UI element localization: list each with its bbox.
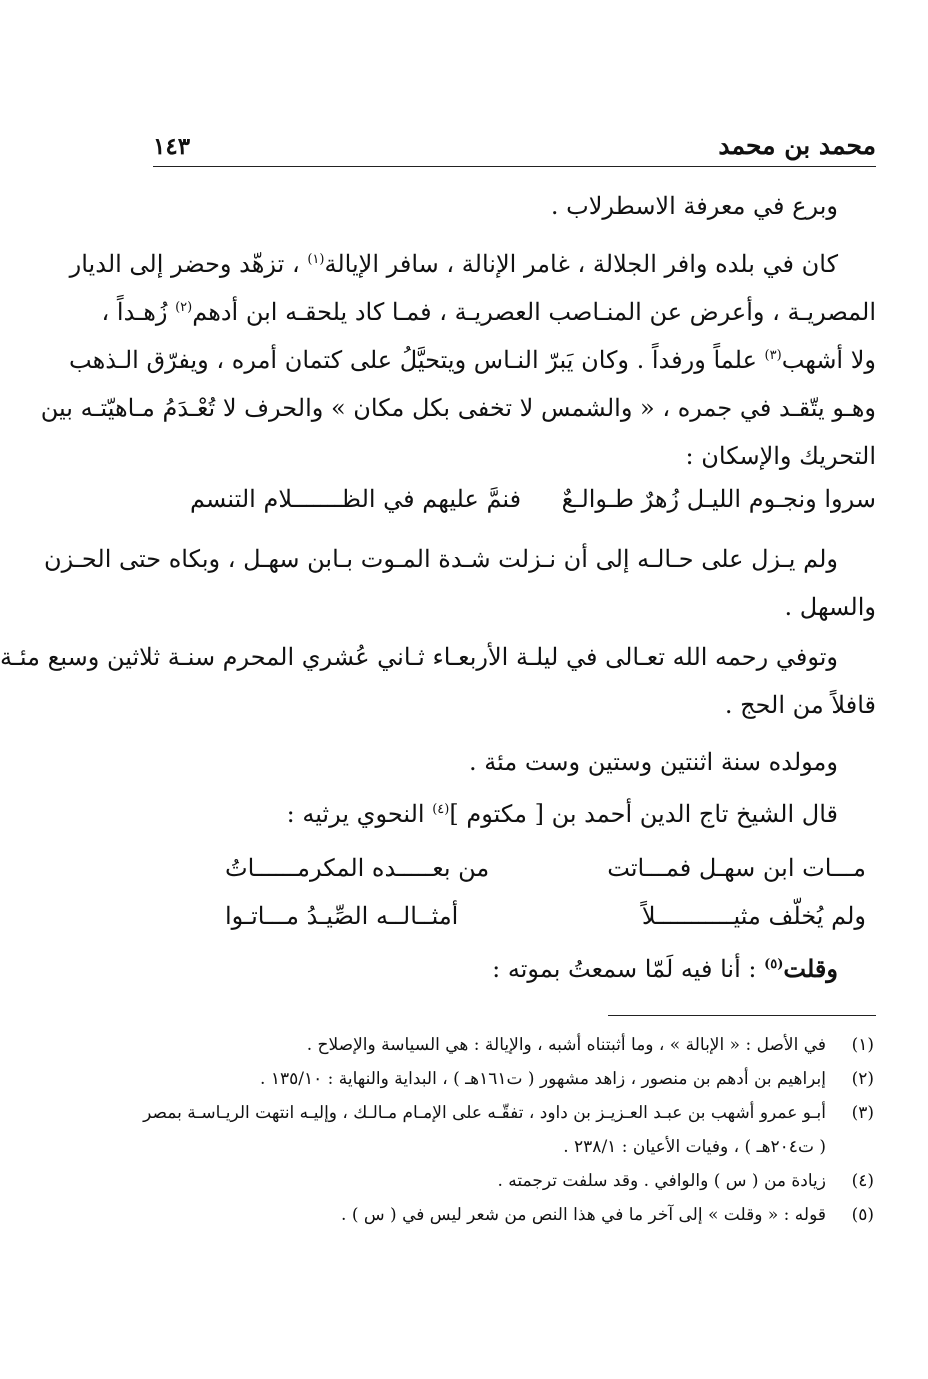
paragraph-line [101,288,876,336]
paragraph-line: وبرع في معرفة الاسطرلاب . [550,192,838,220]
paragraph-line: ولم يـزل على حـالـه إلى أن نـزلت شـدة المـوت بـابن سهـل ، وبكاه حتى الحـزن [44,545,838,573]
verse-hemistich-right: سروا ونجـوم الليـل زُهرٌ طـوالـعٌ [561,485,876,513]
paragraph-line: قافلاً من الحج . [724,691,876,719]
page-number: ١٤٣ [153,133,191,160]
footnote-number: (٤) [851,1171,874,1191]
text-run: ، تزهّد وحضر إلى الديار [69,250,308,278]
footnote-text: ( ت٢٠٤هـ ) ، وفيات الأعيان : ٢٣٨/١ . [563,1137,826,1157]
footnote-number: (٢) [851,1069,874,1089]
verse-hemistich-right: مـــات ابن سهـل فمـــاتت [607,854,866,882]
footnote-text: إبراهيم بن أدهم بن منصور ، زاهد مشهور ( ت١٦١هـ ) ، البداية والنهاية : ١٣٥/١٠ . [260,1069,826,1089]
running-head [153,124,876,167]
paragraph-line: والسهل . [784,593,876,621]
text-run: المصريـة ، وأعرض عن المنـاصب العصريـة ، فمـا كاد يلحقـه ابن أدهم [192,298,876,326]
running-title: محمد بن محمد [718,131,876,160]
footnote [153,1062,876,1096]
footnote-ref[interactable]: (٢) [175,300,193,315]
paragraph-line [69,240,876,288]
footnote-text: قوله : « وقلت » إلى آخر ما في هذا النص من شعر ليس في ( س ) . [341,1205,826,1225]
verse-hemistich-left: فنمَّ عليهم في الظـــــــلام التنسم [190,485,522,513]
footnote [143,1096,876,1130]
paragraph-line: ومولده سنة اثنتين وستين وست مئة . [469,748,838,776]
paragraph [153,945,876,993]
text-run: زُهـداً ، [101,298,176,326]
footnote-number: (٥) [851,1205,874,1225]
footnote-number: (١) [851,1035,874,1055]
text-run: قال الشيخ تاج الدين أحمد بن [ مكتوم ] [449,800,838,828]
footnote-text: في الأصل : « الإبالة » ، وما أثبتناه أشبه ، والإيالة : هي السياسة والإصلاح . [306,1035,826,1055]
verse-line [225,892,866,940]
footnote-text: زيادة من ( س ) والوافي . وقد سلفت ترجمته . [497,1171,826,1191]
footnote [153,1198,876,1232]
footnote [153,1164,876,1198]
footnote-continuation [153,1130,876,1164]
footnote-ref[interactable]: (٣) [764,348,782,363]
footnotes [143,1028,876,1232]
paragraph-line: وهـو يتّقـد في جمره ، « والشمس لا تخفى بكل مكان » والحرف لا تُعْـدَمُ مـاهيّتـه بين [40,394,876,422]
verse [225,844,866,940]
main-text [153,182,876,230]
footnote-text: أبـو عمرو أشهب بن عبـد العـزيـز بن داود ، تفقّـه على الإمـام مـالـك ، وإليـه انتهت الريـاسـة بمصر [143,1103,826,1123]
footnote [153,1028,876,1062]
paragraph-line [69,336,876,384]
paragraph [44,535,876,631]
paragraph-line: التحريك والإسكان : [685,442,876,470]
footnote-ref[interactable]: (١) [307,252,325,267]
paragraph [40,240,876,480]
paragraph-line [153,945,876,993]
footnote-number: (٣) [851,1103,874,1123]
paragraph-line: وتوفي رحمه الله تعـالى في ليلـة الأربعـاء ثـاني عُشري المحرم سنـة ثلاثين وسبع مئـة [0,643,838,671]
verse-hemistich-left: أمثــالــه الصِّيـدُ مـــاتـوا [225,902,459,930]
text-run: كان في بلده وافر الجلالة ، غامر الإنالة ، سافر الإيالة [324,250,838,278]
verse [190,475,876,523]
text-run: علماً ورفداً . وكان يَبرّ النـاس ويتحيَّلُ على كتمان أمره ، ويفرّق الـذهب [69,346,765,374]
footnote-separator [608,1015,876,1016]
footnote-ref[interactable]: (٥) [764,957,784,972]
paragraph-line [153,790,876,838]
verse-line [190,475,876,523]
text-run: النحوي يرثيه : [286,800,433,828]
paragraph [0,633,876,729]
footnote-ref[interactable]: (٤) [432,802,450,817]
verse-hemistich-left: من بعـــــده المكرمــــــاتُ [225,854,490,882]
text-run: : أنا فيه لَمّا سمعتُ بموته : [492,955,765,983]
verse-hemistich-right: ولم يُخلّف مثيـــــــــــلاً [641,902,866,930]
paragraph [153,738,876,838]
text-run: وقلت [783,954,838,983]
text-run: ولا أشهب [781,346,876,374]
verse-line [225,844,866,892]
